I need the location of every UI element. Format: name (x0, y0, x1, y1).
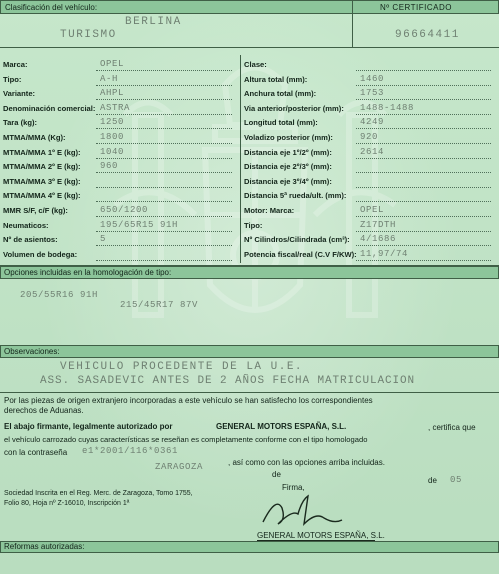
fecha-de-2: de (428, 476, 437, 485)
right_fields-label-5: Voladizo posterior (mm): (244, 133, 333, 142)
observaciones-bar (0, 345, 499, 358)
right_fields-label-12: Nº Cilindros/Cilindrada (cm³): (244, 235, 350, 245)
contrasena-value: e1*2001/116*0361 (82, 446, 179, 456)
left_fields-label-3: Denominación comercial: (3, 103, 96, 113)
left_fields-label-9: MTMA/MMA 4º E (kg): (3, 191, 81, 201)
right_fields-value-2: 1753 (360, 88, 385, 99)
observaciones-label: Observaciones: (4, 347, 60, 356)
right_fields-label-13: Potencia fiscal/real (C.V F/KW): (244, 249, 357, 259)
left_fields-field-line-11 (96, 231, 232, 232)
fecha-de-1: de (272, 470, 281, 479)
observaciones-line-2: ASS. SASADEVIC ANTES DE 2 AÑOS FECHA MATRICULACION (40, 375, 416, 387)
right_fields-value-12: 4/1686 (360, 234, 397, 245)
right_fields-label-3: Via anterior/posterior (mm): (244, 103, 344, 113)
firmante-text-d: con la contraseña (4, 448, 68, 457)
right_fields-field-line-11 (356, 231, 491, 232)
left_fields-field-line-12 (96, 245, 232, 246)
left_fields-value-4: 1250 (100, 117, 125, 128)
left_fields-field-line-7 (96, 172, 232, 173)
right_fields-value-13: 11,97/74 (360, 248, 409, 259)
sociedad-line-2: Folio 80, Hoja nº Z-16010, Inscripción 1ª (4, 500, 130, 507)
fecha-anio: 05 (450, 475, 463, 485)
firmante-text-b: , certifica que (428, 423, 476, 432)
right_fields-label-6: Distancia eje 1º/2º (mm): (244, 147, 332, 157)
left_fields-value-7: 960 (100, 161, 119, 172)
left_fields-label-6: MTMA/MMA 1º E (kg): (3, 147, 81, 157)
left_fields-value-11: 195/65R15 91H (100, 219, 179, 230)
clasificacion-value-1: BERLINA (125, 16, 182, 28)
left_fields-field-line-5 (96, 143, 232, 144)
left_fields-label-1: Tipo: (3, 74, 22, 84)
left_fields-value-10: 650/1200 (100, 205, 149, 215)
right_fields-field-line-7 (356, 172, 491, 173)
right_fields-label-10: Motor: Marca: (244, 206, 295, 215)
right_fields-label-4: Longitud total (mm): (244, 118, 318, 128)
opciones-value-2: 215/45R17 87V (120, 300, 199, 310)
right_fields-value-10: OPEL (360, 205, 385, 215)
right_fields-label-7: Distancia eje 2º/3º (mm): (244, 162, 332, 172)
left_fields-value-2: AHPL (100, 88, 125, 99)
left_fields-value-1: A-H (100, 73, 119, 84)
left_fields-label-13: Volumen de bodega: (3, 249, 78, 259)
left_fields-value-5: 1800 (100, 132, 125, 142)
right_fields-field-line-1 (356, 85, 491, 86)
left_fields-label-8: MTMA/MMA 3º E (kg): (3, 176, 81, 186)
left_fields-label-0: Marca: (3, 60, 28, 69)
left_fields-field-line-10 (96, 216, 232, 217)
right_fields-field-line-10 (356, 216, 491, 217)
lugar-value: ZARAGOZA (155, 462, 204, 472)
right_fields-label-0: Clase: (244, 60, 267, 69)
right_fields-field-line-13 (356, 260, 491, 261)
left_fields-field-line-8 (96, 187, 232, 188)
right_fields-field-line-8 (356, 187, 491, 188)
opciones-label: Opciones incluidas en la homologación de tipo: (4, 268, 172, 277)
right_fields-field-line-3 (356, 114, 491, 115)
sociedad-line-1: Sociedad Inscrita en el Reg. Merc. de Zaragoza, Tomo 1755, (4, 490, 193, 497)
left_fields-label-2: Variante: (3, 89, 36, 99)
left_fields-field-line-9 (96, 201, 232, 202)
firmante-text-e: , así como con las opciones arriba incluidas. (228, 458, 385, 467)
left_fields-label-4: Tara (kg): (3, 118, 38, 128)
left_fields-value-12: 5 (100, 234, 107, 245)
signature-company: GENERAL MOTORS ESPAÑA, S.L. (257, 531, 385, 540)
right_fields-field-line-2 (356, 99, 491, 100)
certificado-value: 96664411 (395, 29, 460, 41)
firma-label: Firma, (282, 483, 305, 492)
observaciones-line-1: VEHICULO PROCEDENTE DE LA U.E. (60, 361, 304, 373)
right_fields-field-line-4 (356, 128, 491, 129)
firmante-company: GENERAL MOTORS ESPAÑA, S.L. (216, 422, 347, 431)
left_fields-value-0: OPEL (100, 59, 125, 69)
right_fields-label-8: Distancia eje 3º/4º (mm): (244, 176, 332, 186)
right_fields-field-line-5 (356, 143, 491, 144)
right_fields-label-1: Altura total (mm): (244, 74, 308, 84)
aduanas-line-2: derechos de Aduanas. (4, 406, 84, 415)
right_fields-field-line-12 (356, 245, 491, 246)
left_fields-label-12: Nº de asientos: (3, 235, 58, 245)
right_fields-field-line-9 (356, 201, 491, 202)
left_fields-label-10: MMR S/F, c/F (kg): (3, 206, 68, 215)
left_fields-field-line-13 (96, 260, 232, 261)
aduanas-line-1: Por las piezas de origen extranjero incorporadas a este vehículo se han satisfecho los correspondientes (4, 396, 373, 405)
right_fields-value-4: 4249 (360, 117, 385, 128)
left_fields-value-3: ASTRA (100, 102, 131, 113)
left_fields-label-7: MTMA/MMA 2º E (kg): (3, 162, 81, 172)
right_fields-value-11: Z17DTH (360, 219, 397, 230)
certificado-label: Nº CERTIFICADO (380, 3, 452, 12)
left_fields-label-5: MTMA/MMA (Kg): (3, 133, 66, 142)
right_fields-value-5: 920 (360, 132, 379, 142)
right_fields-label-2: Anchura total (mm): (244, 89, 317, 99)
left_fields-label-11: Neumaticos: (3, 220, 49, 230)
left_fields-field-line-2 (96, 99, 232, 100)
left_fields-field-line-0 (96, 70, 232, 71)
right_fields-value-3: 1488-1488 (360, 102, 415, 113)
right_fields-field-line-6 (356, 158, 491, 159)
opciones-value-1: 205/55R16 91H (20, 290, 99, 300)
right_fields-field-line-0 (356, 70, 491, 71)
firmante-text-a: El abajo firmante, legalmente autorizado por (4, 422, 173, 431)
left_fields-field-line-6 (96, 158, 232, 159)
left_fields-field-line-3 (96, 114, 232, 115)
reformas-label: Reformas autorizadas: (4, 542, 85, 551)
left_fields-field-line-1 (96, 85, 232, 86)
right_fields-value-1: 1460 (360, 73, 385, 84)
firmante-text-c: el vehículo carrozado cuyas características se reseñan es completamente conforme con el tipo homologado (4, 435, 368, 444)
right_fields-label-9: Distancia 5ª rueda/ult. (mm): (244, 191, 347, 201)
signature-scribble (258, 490, 348, 530)
left_fields-value-6: 1040 (100, 146, 125, 157)
left_fields-field-line-4 (96, 128, 232, 129)
right_fields-value-6: 2614 (360, 146, 385, 157)
clasificacion-value-2: TURISMO (60, 29, 117, 41)
right_fields-label-11: Tipo: (244, 220, 263, 230)
clasificacion-label: Clasificación del vehículo: (5, 3, 98, 12)
